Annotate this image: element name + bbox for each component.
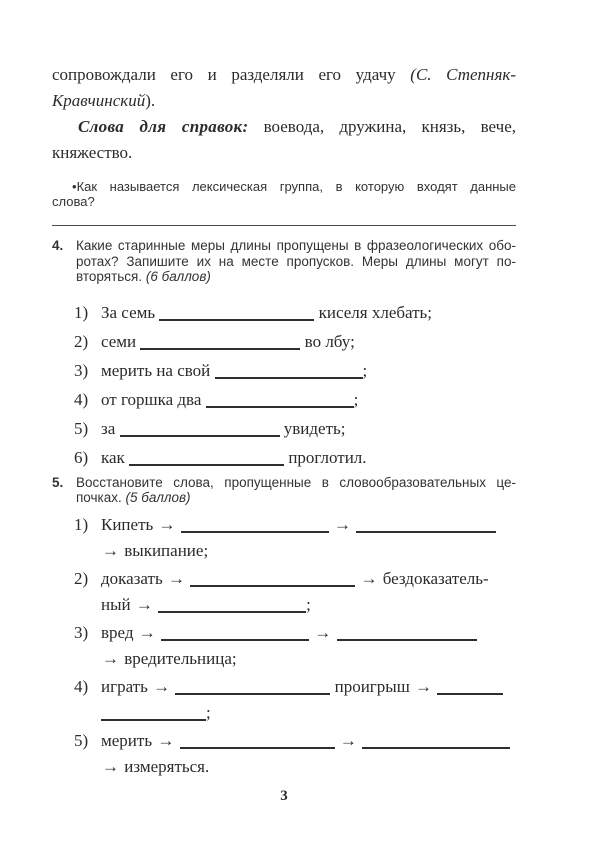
task-4-item-6 — [52, 445, 516, 471]
chain-word: выкипание; — [124, 540, 209, 560]
intro-line-2 — [52, 88, 516, 114]
chain-line — [74, 512, 516, 538]
task-5-number: 5. — [52, 474, 64, 490]
arrow-glyph: → — [138, 622, 156, 642]
item-number: 6) — [74, 447, 89, 467]
answer-blank — [215, 377, 363, 379]
answer-blank — [362, 747, 510, 749]
chain-word: Кипеть — [101, 514, 154, 534]
item-text: За семь — [101, 302, 156, 322]
arrow-glyph: → — [102, 756, 119, 776]
arrow-glyph: → — [153, 676, 171, 696]
chain-line — [74, 592, 516, 618]
answer-blank — [158, 611, 306, 613]
task-4-instruction-line-1: Какие старинные меры длины пропущены в фразеологических обо- — [76, 238, 516, 253]
intro-source-end: Кравчинский — [52, 91, 146, 110]
arrow-glyph: → — [167, 568, 185, 588]
intro-source-start: (С. Степняк- — [410, 65, 516, 84]
chain-word: ный — [101, 594, 131, 614]
bullet-question-line-2: слова? — [52, 194, 95, 209]
chain-word: ; — [206, 702, 211, 722]
task-5-item-1 — [52, 512, 516, 564]
answer-blank — [101, 719, 206, 721]
task-4 — [52, 238, 516, 471]
task-4-instruction-line-2: ротах? Запишите их на месте пропусков. Меры длины могут по- — [76, 253, 516, 269]
task-5-instruction — [76, 475, 516, 506]
bullet-question-line-1 — [52, 179, 516, 194]
task-5-item-3 — [52, 620, 516, 672]
chain-word: доказать — [101, 568, 163, 588]
chain-word: вредительница; — [124, 648, 237, 668]
item-number: 5) — [74, 730, 89, 750]
chain-line — [74, 566, 516, 592]
item-text: мерить на свой — [101, 360, 211, 380]
reference-label: Слова для справок: — [78, 117, 249, 136]
chain-line — [74, 646, 516, 672]
task-5-instruction-line-1: Восстановите слова, пропущенные в словообразовательных це- — [76, 474, 516, 490]
item-text: ; — [353, 389, 359, 409]
chain-word: играть — [101, 676, 148, 696]
item-text: во лбу; — [304, 331, 355, 351]
task-4-item-1 — [52, 300, 516, 326]
chain-line — [74, 674, 516, 700]
task-5-instruction-line-2 — [76, 490, 516, 506]
task-4-points: (6 баллов) — [145, 269, 211, 284]
arrow-glyph: → — [157, 730, 175, 750]
item-number: 5) — [74, 418, 89, 438]
task-4-item-3 — [52, 358, 516, 384]
intro-text: сопровождали его и разделяли его удачу — [52, 65, 396, 84]
chain-word: измеряться. — [124, 756, 210, 776]
item-number: 3) — [74, 360, 89, 380]
task-5-items — [52, 512, 516, 780]
task-5-item-2 — [52, 566, 516, 618]
chain-line — [74, 728, 516, 754]
item-text: от горшка два — [101, 389, 202, 409]
answer-blank — [356, 531, 496, 533]
chain-word: вред — [101, 622, 134, 642]
task-4-header — [52, 238, 516, 285]
answer-blank — [159, 319, 314, 321]
arrow-glyph: → — [102, 540, 119, 560]
arrow-glyph: → — [360, 568, 378, 588]
answer-blank — [120, 435, 280, 437]
item-text: за — [101, 418, 116, 438]
answer-blank — [181, 531, 329, 533]
task-5-instruction-end: почках. — [76, 490, 122, 505]
bullet-question — [52, 179, 516, 209]
task-4-items — [52, 300, 516, 471]
arrow-glyph: → — [415, 676, 433, 696]
chain-line — [74, 538, 516, 564]
item-text: как — [101, 447, 125, 467]
reference-words-line-2 — [52, 140, 516, 166]
item-text: ; — [362, 360, 368, 380]
item-number: 3) — [74, 622, 89, 642]
answer-blank — [129, 464, 284, 466]
page-number: 3 — [280, 787, 288, 804]
intro-line-1 — [52, 62, 516, 88]
item-number: 4) — [74, 389, 89, 409]
answer-blank — [337, 639, 477, 641]
reference-words-cont: княжество. — [52, 143, 133, 162]
item-number: 1) — [74, 302, 89, 322]
task-5-points: (5 баллов) — [125, 490, 191, 505]
arrow-glyph: → — [314, 622, 332, 642]
task-4-instruction — [76, 238, 516, 285]
answer-blank — [161, 639, 309, 641]
item-number: 4) — [74, 676, 89, 696]
chain-word: бездоказатель- — [382, 568, 489, 588]
chain-word: мерить — [101, 730, 153, 750]
task-4-instruction-end: вторяться. — [76, 269, 143, 284]
task-4-number: 4. — [52, 238, 64, 253]
task-5-header — [52, 475, 516, 506]
chain-line — [74, 754, 516, 780]
item-text: семи — [101, 331, 137, 351]
task-4-item-5 — [52, 416, 516, 442]
bullet-icon: • — [72, 179, 77, 194]
answer-blank — [140, 348, 300, 350]
item-number: 1) — [74, 514, 89, 534]
bullet-question-text: Как называется лексическая группа, в которую входят данные — [76, 179, 516, 194]
item-text: проглотил. — [288, 447, 367, 467]
reference-words-line-1 — [52, 114, 516, 140]
task-5-item-5 — [52, 728, 516, 780]
task-5-item-4 — [52, 674, 516, 726]
arrow-glyph: → — [334, 514, 352, 534]
reference-words: воевода, дружина, князь, вече, — [263, 117, 516, 136]
item-text: киселя хлебать; — [318, 302, 433, 322]
answer-blank — [175, 693, 330, 695]
task-4-item-2 — [52, 329, 516, 355]
answer-blank — [206, 406, 354, 408]
task-4-instruction-line-3 — [76, 269, 516, 285]
chain-line — [74, 700, 516, 726]
chain-word: ; — [306, 594, 311, 614]
item-text: увидеть; — [283, 418, 346, 438]
chain-line — [74, 620, 516, 646]
task-4-item-4 — [52, 387, 516, 413]
answer-blank — [437, 693, 503, 695]
section-divider — [52, 225, 516, 226]
intro-close: ). — [145, 91, 156, 110]
item-number: 2) — [74, 331, 89, 351]
arrow-glyph: → — [158, 514, 176, 534]
chain-word: проигрыш — [334, 676, 410, 696]
task-5 — [52, 475, 516, 780]
arrow-glyph: → — [102, 648, 119, 668]
answer-blank — [180, 747, 335, 749]
arrow-glyph: → — [339, 730, 357, 750]
arrow-glyph: → — [135, 594, 153, 614]
item-number: 2) — [74, 568, 89, 588]
answer-blank — [190, 585, 355, 587]
